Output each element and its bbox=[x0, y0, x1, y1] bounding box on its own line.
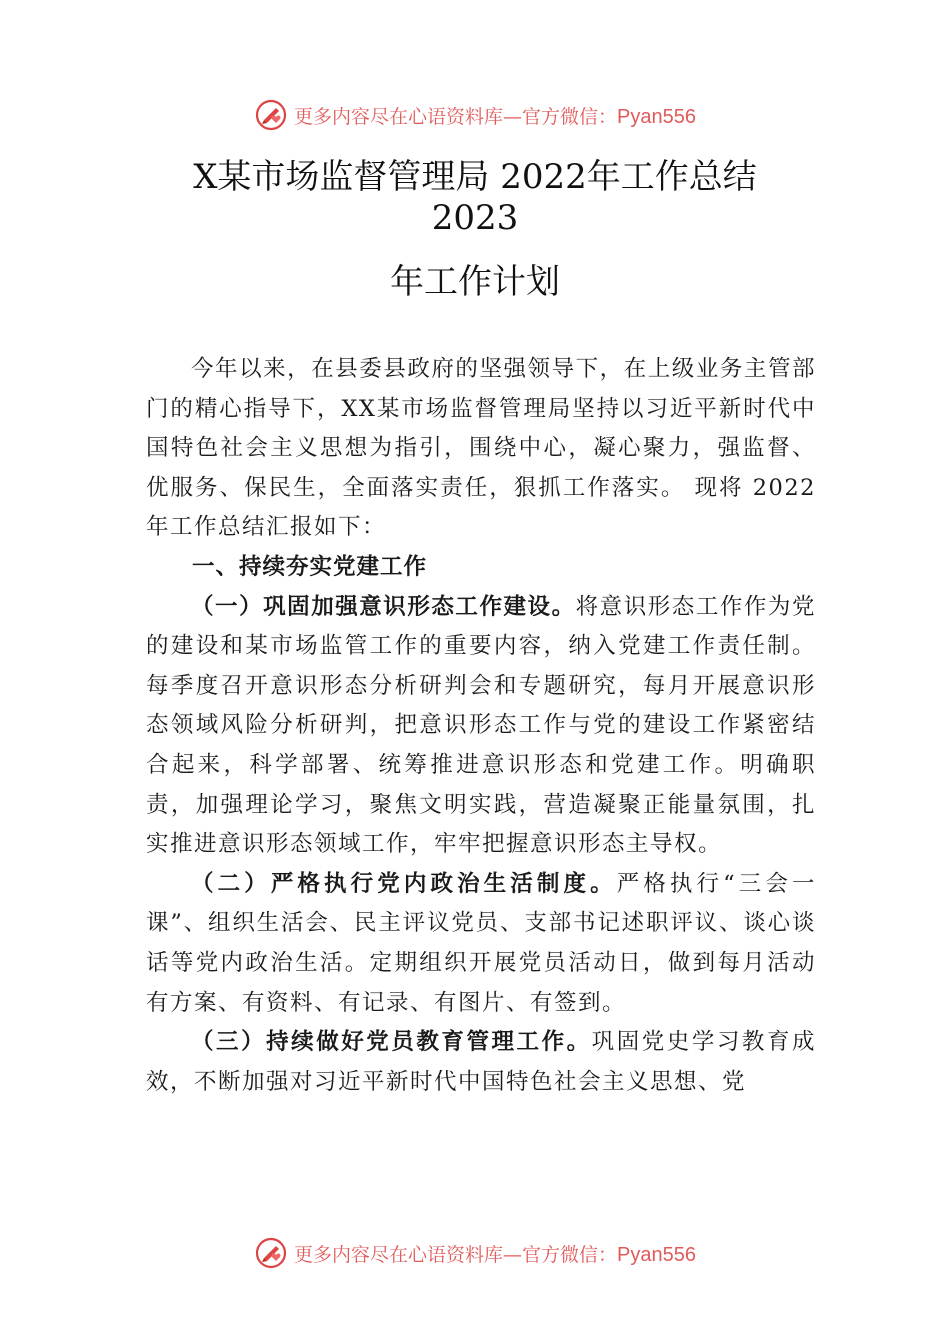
paragraph-ideology-text: 将意识形态工作作为党的建设和某市场监管工作的重要内容，纳入党建工作责任制。每季度召开意识形态分析研判会和专题研究，每月开展意识形态领域风险分析研判，把意识形态工作与党的建设工作紧密结合起来，科学部署、统筹推进意识形态和党建工作。明确职责，加强理论学习，聚焦文明实践，营造凝聚正能量氛围，扎实推进意识形态领域工作，牢牢把握意识形态主导权。 bbox=[146, 593, 816, 858]
subheading-ideology: （一）巩固加强意识形态工作建设。 bbox=[191, 593, 576, 620]
watermark-footer bbox=[0, 1233, 950, 1273]
watermark-text: 更多内容尽在心语资料库—官方微信：Pyan556 bbox=[294, 105, 696, 128]
paragraph-ideology bbox=[146, 588, 816, 865]
watermark-wechat-id: Pyan556 bbox=[617, 1243, 696, 1266]
subheading-political-life: （二）严格执行党内政治生活制度。 bbox=[191, 870, 617, 897]
watermark-header bbox=[0, 95, 950, 135]
watermark-wechat-id: Pyan556 bbox=[617, 105, 696, 128]
document-title-line-1: X某市场监督管理局 2022年工作总结 bbox=[193, 157, 757, 197]
watermark-text: 更多内容尽在心语资料库—官方微信：Pyan556 bbox=[294, 1243, 696, 1266]
pen-heart-logo-icon bbox=[254, 1236, 288, 1270]
document-title-line-2: 2023 bbox=[431, 198, 519, 238]
document-title-line-3: 年工作计划 bbox=[390, 262, 560, 302]
section-heading-party-building: 一、持续夯实党建工作 bbox=[192, 553, 428, 580]
paragraph-member-education-text: 巩固党史学习教育成效，不断加强对习近平新时代中国特色社会主义思想、党 bbox=[146, 1029, 816, 1095]
subheading-member-education: （三）持续做好党员教育管理工作。 bbox=[191, 1029, 592, 1056]
document-body bbox=[146, 350, 816, 1102]
paragraph-political-life bbox=[146, 865, 816, 1023]
pen-heart-logo-icon bbox=[254, 98, 288, 132]
intro-paragraph: 今年以来，在县委县政府的坚强领导下，在上级业务主管部门的精心指导下，XX某市场监督管理局坚持以习近平新时代中国特色社会主义思想为指引，围绕中心，凝心聚力，强监督、优服务、保民生，全面落实责任，狠抓工作落实。 现将 2022 年工作总结汇报如下： bbox=[146, 356, 816, 541]
paragraph-member-education bbox=[146, 1023, 816, 1102]
paragraph-political-life-text: 严格执行“三会一课”、组织生活会、民主评议党员、支部书记述职评议、谈心谈话等党内政治生活。定期组织开展党员活动日，做到每月活动有方案、有资料、有记录、有图片、有签到。 bbox=[146, 870, 816, 1016]
